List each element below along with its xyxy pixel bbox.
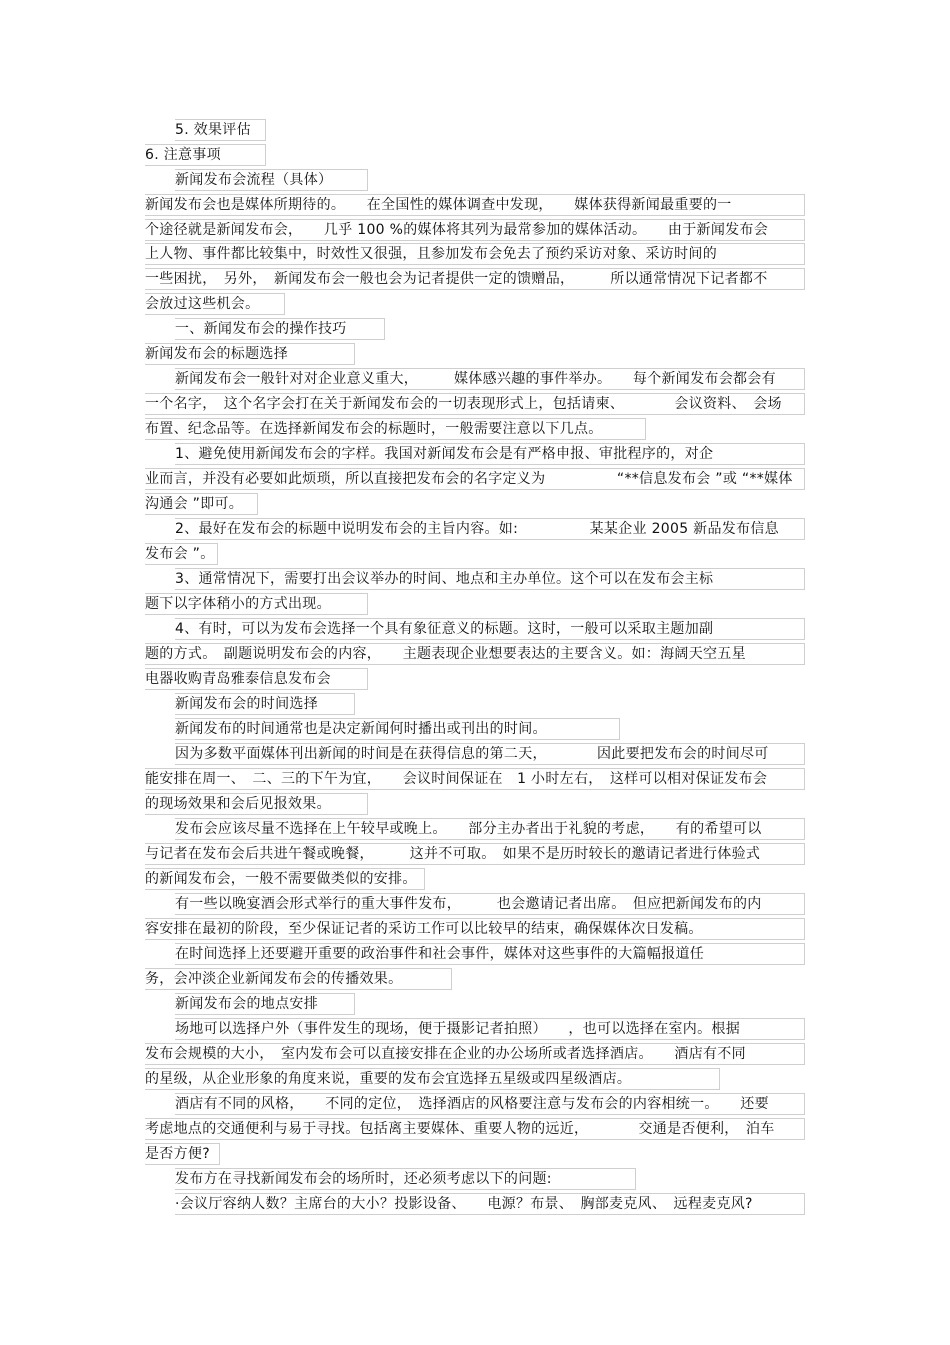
text-line: 6. 注意事项 xyxy=(145,144,266,166)
text-line: 1、避免使用新闻发布会的字样。我国对新闻发布会是有严格申报、审批程序的，对企 xyxy=(175,443,805,465)
text-line: 有一些以晚宴酒会形式举行的重大事件发布， 也会邀请记者出席。 但应把新闻发布的内 xyxy=(175,893,805,915)
text-line: 电器收购青岛雅泰信息发布会 xyxy=(145,668,368,690)
text-line: 新闻发布会一般针对对企业意义重大， 媒体感兴趣的事件举办。 每个新闻发布会都会有 xyxy=(175,368,805,390)
text-line: 4、有时，可以为发布会选择一个具有象征意义的标题。这时，一般可以采取主题加副 xyxy=(175,618,805,640)
text-line: 新闻发布会的地点安排 xyxy=(175,993,355,1015)
text-line: 沟通会 ”即可。 xyxy=(145,493,258,515)
text-line: 业而言，并没有必要如此烦琐，所以直接把发布会的名字定义为 “**信息发布会 ”或 “**媒体 xyxy=(145,468,805,490)
text-line: 与记者在发布会后共进午餐或晚餐， 这并不可取。 如果不是历时较长的邀请记者进行体验式 xyxy=(145,843,805,865)
text-line: 的星级，从企业形象的角度来说，重要的发布会宜选择五星级或四星级酒店。 xyxy=(145,1068,720,1090)
text-line: 能安排在周一、 二、三的下午为宜， 会议时间保证在 1 小时左右， 这样可以相对保证发布会 xyxy=(145,768,805,790)
text-line: 的现场效果和会后见报效果。 xyxy=(145,793,368,815)
text-line: 一些困扰， 另外， 新闻发布会一般也会为记者提供一定的馈赠品， 所以通常情况下记者都不 xyxy=(145,268,805,290)
text-line: 新闻发布会流程（具体） xyxy=(175,169,368,191)
text-line: 题下以字体稍小的方式出现。 xyxy=(145,593,368,615)
text-line: 会放过这些机会。 xyxy=(145,293,285,315)
text-line: 容安排在最初的阶段，至少保证记者的采访工作可以比较早的结束，确保媒体次日发稿。 xyxy=(145,918,805,940)
text-line: 发布会 ”。 xyxy=(145,543,218,565)
text-line: 2、最好在发布会的标题中说明发布会的主旨内容。如: 某某企业 2005 新品发布信息 xyxy=(175,518,805,540)
text-line: 新闻发布会的时间选择 xyxy=(175,693,355,715)
text-line: 发布会规模的大小， 室内发布会可以直接安排在企业的办公场所或者选择酒店。 酒店有不同 xyxy=(145,1043,805,1065)
text-line: 题的方式。 副题说明发布会的内容， 主题表现企业想要表达的主要含义。如：海阔天空五星 xyxy=(145,643,805,665)
text-line: 在时间选择上还要避开重要的政治事件和社会事件，媒体对这些事件的大篇幅报道任 xyxy=(175,943,805,965)
text-line: 务，会冲淡企业新闻发布会的传播效果。 xyxy=(145,968,452,990)
text-line: 3、通常情况下，需要打出会议举办的时间、地点和主办单位。这个可以在发布会主标 xyxy=(175,568,805,590)
text-line: 考虑地点的交通便利与易于寻找。包括离主要媒体、重要人物的远近， 交通是否便利， 泊车 xyxy=(145,1118,805,1140)
text-line: 酒店有不同的风格， 不同的定位， 选择酒店的风格要注意与发布会的内容相统一。 还要 xyxy=(175,1093,805,1115)
text-line: ·会议厅容纳人数？主席台的大小？投影设备、 电源？布景、 胸部麦克风、 远程麦克风? xyxy=(175,1193,805,1215)
text-line: 上人物、事件都比较集中，时效性又很强，且参加发布会免去了预约采访对象、采访时间的 xyxy=(145,243,805,265)
text-line: 布置、纪念品等。在选择新闻发布会的标题时，一般需要注意以下几点。 xyxy=(145,418,646,440)
text-line: 一、新闻发布会的操作技巧 xyxy=(175,318,385,340)
text-line: 发布会应该尽量不选择在上午较早或晚上。 部分主办者出于礼貌的考虑， 有的希望可以 xyxy=(175,818,805,840)
text-line: 因为多数平面媒体刊出新闻的时间是在获得信息的第二天， 因此要把发布会的时间尽可 xyxy=(175,743,805,765)
text-line: 新闻发布的时间通常也是决定新闻何时播出或刊出的时间。 xyxy=(175,718,620,740)
text-line: 5. 效果评估 xyxy=(175,119,266,141)
text-line: 个途径就是新闻发布会， 几乎 100 %的媒体将其列为最常参加的媒体活动。 由于新闻发布会 xyxy=(145,219,805,241)
text-line: 是否方便? xyxy=(145,1143,220,1165)
text-line: 一个名字， 这个名字会打在关于新闻发布会的一切表现形式上，包括请柬、 会议资料、 会场 xyxy=(145,393,805,415)
text-line: 新闻发布会也是媒体所期待的。 在全国性的媒体调查中发现， 媒体获得新闻最重要的一 xyxy=(145,194,805,216)
text-line: 的新闻发布会，一般不需要做类似的安排。 xyxy=(145,868,425,890)
text-line: 新闻发布会的标题选择 xyxy=(145,343,355,365)
text-line: 发布方在寻找新闻发布会的场所时，还必须考虑以下的问题: xyxy=(175,1168,636,1190)
text-line: 场地可以选择户外（事件发生的现场，便于摄影记者拍照） ，也可以选择在室内。根据 xyxy=(175,1018,805,1040)
